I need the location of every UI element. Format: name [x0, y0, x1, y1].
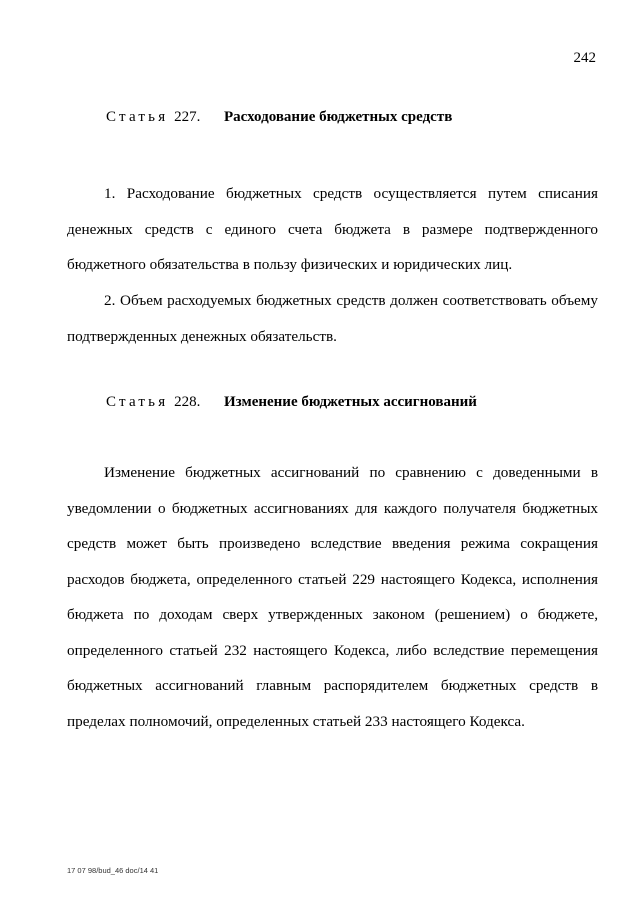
article-227-heading [106, 108, 453, 126]
article-228-paragraph-1: Изменение бюджетных ассигнований по сравнению с доведенными в уведомлении о бюджетных ассигнованиях для каждого получателя бюджетных средств может быть произведено вследствие введения режима сокращения расходов бюджета, определенного статьей 229 настоящего Кодекса, исполнения бюджета по доходам сверх утвержденных законом (решением) о бюджете, определенного статьей 232 настоящего Кодекса, либо вследствие перемещения бюджетных ассигнований главным распорядителем бюджетных средств в пределах полномочий, определенных статьей 233 настоящего Кодекса. [67, 464, 598, 730]
article-label: Статья [106, 109, 169, 125]
article-label: Статья [106, 394, 169, 410]
article-number: 228. [174, 394, 201, 410]
article-227-paragraph-1: 1. Расходование бюджетных средств осуществляется путем списания денежных средств с единого счета бюджета в размере подтвержденного бюджетного обязательства в пользу физических и юридических лиц. [67, 185, 598, 273]
article-title: Расходование бюджетных средств [224, 109, 453, 125]
page-number: 242 [573, 50, 596, 66]
article-title: Изменение бюджетных ассигнований [224, 394, 477, 410]
article-227-paragraph-2: 2. Объем расходуемых бюджетных средств должен соответствовать объему подтвержденных денежных обязательств. [67, 292, 598, 345]
article-number: 227. [174, 109, 201, 125]
footer-file-code: 17 07 98/bud_46 doc/14 41 [67, 866, 159, 875]
article-228-heading [106, 393, 477, 411]
